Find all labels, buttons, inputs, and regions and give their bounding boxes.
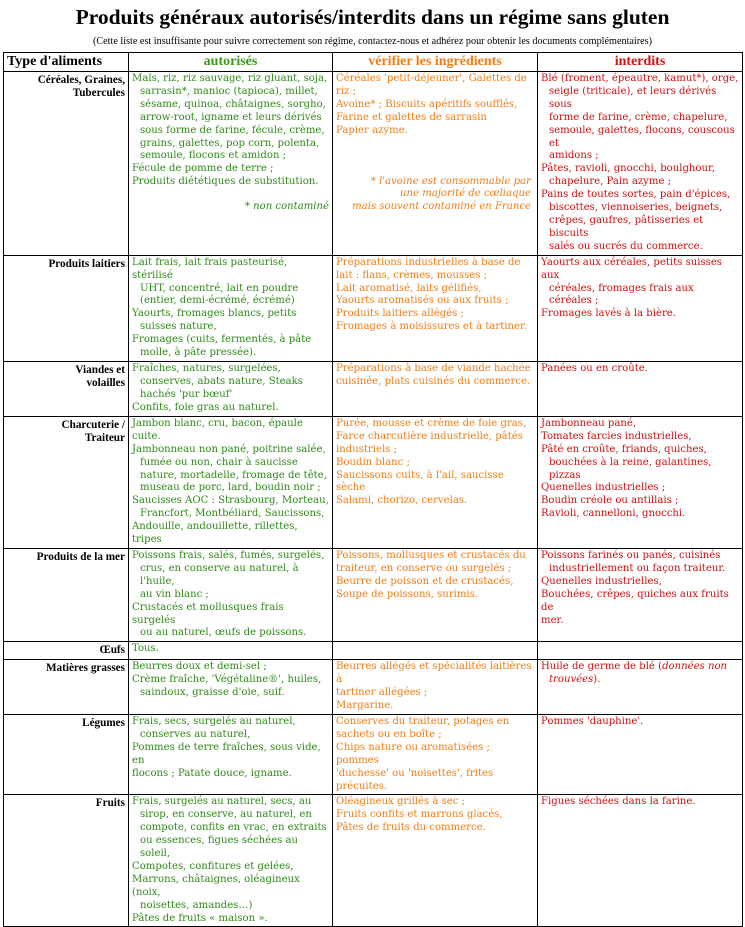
cell-verify [333,642,538,660]
table-row [4,795,743,927]
cell-forbidden [538,642,743,660]
cell-forbidden: Panées ou en croûte. [538,361,743,416]
cell-verify: Préparations industrielles à base de lait : flans, crèmes, mousses ; Lait aromatisé, laits gélifiés, Yaourts aromatisés ou aux fruits ; Produits laitiers allégés ; Fromages à moisissures et à tartiner. [333,255,538,361]
cell-authorized: Fraîches, natures, surgelées, conserves, abats nature, Steaks hachés 'pur bœuf' Confits, foie gras au naturel. [129,361,333,416]
cell-authorized: Tous. [129,642,333,660]
row-type-laitiers: Produits laitiers [4,255,129,361]
page-title: Produits généraux autorisés/interdits dans un régime sans gluten [75,5,670,29]
header-forbidden: interdits [538,53,743,72]
header-row [4,53,743,72]
cell-forbidden: Yaourts aux céréales, petits suisses aux céréales, fromages frais aux céréales ; Fromages lavés à la bière. [538,255,743,361]
cell-authorized: Frais, secs, surgelés au naturel, conserves au naturel, Pommes de terre fraîches, sous vide, en flocons ; Patate douce, igname. [129,714,333,794]
cell-authorized: Poissons frais, salés, fumés, surgelés, crus, en conserve au naturel, à l'huile, au vin blanc ; Crustacés et mollusques frais surgelés ou au naturel, œufs de poissons. [129,549,333,642]
header-authorized: autorisés [129,53,333,72]
cell-authorized: Beurres doux et demi-sel ; Crème fraîche, 'Végétaline®', huiles, saindoux, graisse d'oie, suif. [129,660,333,715]
food-table [3,52,743,927]
row-type-oeufs: Œufs [4,642,129,660]
row-type-mer: Produits de la mer [4,549,129,642]
table-row [4,72,743,256]
cell-verify: Beurres allégés et spécialités laitières à tartiner allégées ; Margarine. [333,660,538,715]
cell-authorized: Lait frais, lait frais pasteurisé, stérilisé UHT, concentré, lait en poudre (entier, demi-écrémé, écrémé) Yaourts, fromages blancs, petits suisses nature, Fromages (cuits, fermentés, à pâte molle, à pâte pressée). [129,255,333,361]
cell-forbidden: Jambonneau pané, Tomates farcies industrielles, Pâté en croûte, friands, quiches, bouchées à la reine, galantines, pizzas Quenelles industrielles ; Boudin créole ou antillais ; Ravioli, cannelloni, gnocchi. [538,416,743,548]
header-type: Type d'aliments [4,53,129,72]
cell-verify: Préparations à base de viande hachée cuisinée, plats cuisinés du commerce. [333,361,538,416]
cell-forbidden: Poissons farinés ou panés, cuisinés industriellement ou façon traiteur. Quenelles industrielles, Bouchées, crêpes, quiches aux fruits de mer. [538,549,743,642]
authorized-note: * non contaminé [244,201,329,213]
table-row [4,660,743,715]
cell-forbidden: Figues séchées dans la farine. [538,795,743,927]
row-type-cereales: Céréales, Graines, Tubercules [4,72,129,256]
cell-verify: Oléagineux grillés à sec ; Fruits confits et marrons glacés, Pâtes de fruits du commerce. [333,795,538,927]
table-row [4,549,743,642]
table-row [4,416,743,548]
row-type-viandes: Viandes et volailles [4,361,129,416]
cell-forbidden: Pommes 'dauphine'. [538,714,743,794]
table-row [4,714,743,794]
row-type-legumes: Légumes [4,714,129,794]
cell-verify: Purée, mousse et crème de foie gras, Farce charcutière industrielle, pâtés industriels ; Boudin blanc ; Saucissons cuits, à l'ail, saucisse sèche Salami, chorizo, cervelas. [333,416,538,548]
cell-forbidden: Blé (froment, épeautre, kamut*), orge, seigle (triticale), et leurs dérivés sous forme de farine, crème, chapelure, semoule, galettes, flocons, couscous et amidons ; Pâtes, ravioli, gnocchi, boulghour, chapelure, Pain azyme ; Pains de toutes sortes, pain d'épices, biscottes, viennoiseries, beignets, crêpes, gaufres, pâtisseries et biscuits salés ou sucrés du commerce. [538,72,743,256]
cell-authorized: Frais, surgelés au naturel, secs, au sirop, en conserve, au naturel, en compote, confits en vrac, en extraits ou essences, figues séchées au soleil, Compotes, confitures et gelées, Marrons, châtaignes, oléagineux (noix, noisettes, amandes…) Pâtes de fruits « maison ». [129,795,333,927]
cell-authorized: Jambon blanc, cru, bacon, épaule cuite. Jambonneau non pané, poitrine salée, fumée ou non, chair à saucisse nature, mortadelle, fromage de tête, museau de porc, lard, boudin noir ; Saucisses AOC : Strasbourg, Morteau, Francfort, Montbéliard, Saucissons, Andouille, andouillette, rillettes, tripes [129,416,333,548]
cell-verify: Céréales 'petit-déjeuner', Galettes de riz ; Avoine* ; Biscuits apéritifs soufflés, Farine et galettes de sarrasin Papier azyme. * l'avoine est consommable par une majorité de cœliaque mais souvent contaminé en France [333,72,538,256]
table-row [4,642,743,660]
header-verify: vérifier les ingrédients [333,53,538,72]
table-row [4,255,743,361]
row-type-matieres-grasses: Matières grasses [4,660,129,715]
table-row [4,361,743,416]
cell-authorized: Maïs, riz, riz sauvage, riz gluant, soja, sarrasin*, manioc (tapioca), millet, sésame, quinoa, châtaignes, sorgho, arrow-root, igname et leurs dérivés sous forme de farine, fécule, crème, grains, galettes, pop corn, polenta, semoule, flocons et amidon ; Fécule de pomme de terre ; Produits diététiques de substitution. * non contaminé [129,72,333,256]
cell-forbidden: Huile de germe de blé (données non trouvées). [538,660,743,715]
cell-verify: Poissons, mollusques et crustacés du traiteur, en conserve ou surgelés ; Beurre de poisson et de crustacés, Soupe de poissons, surimis. [333,549,538,642]
row-type-fruits: Fruits [4,795,129,927]
oat-note: * l'avoine est consommable par [370,175,531,187]
cell-verify: Conserves du traiteur, potages en sachets ou en boîte ; Chips nature ou aromatisées ; pommes 'duchesse' ou 'noisettes', frites précuites. [333,714,538,794]
row-type-charcuterie: Charcuterie / Traiteur [4,416,129,548]
page-subtitle: (Cette liste est insuffisante pour suivre correctement son régime, contactez-nous et adhérez pour obtenir les documents complémentaires) [92,36,653,47]
